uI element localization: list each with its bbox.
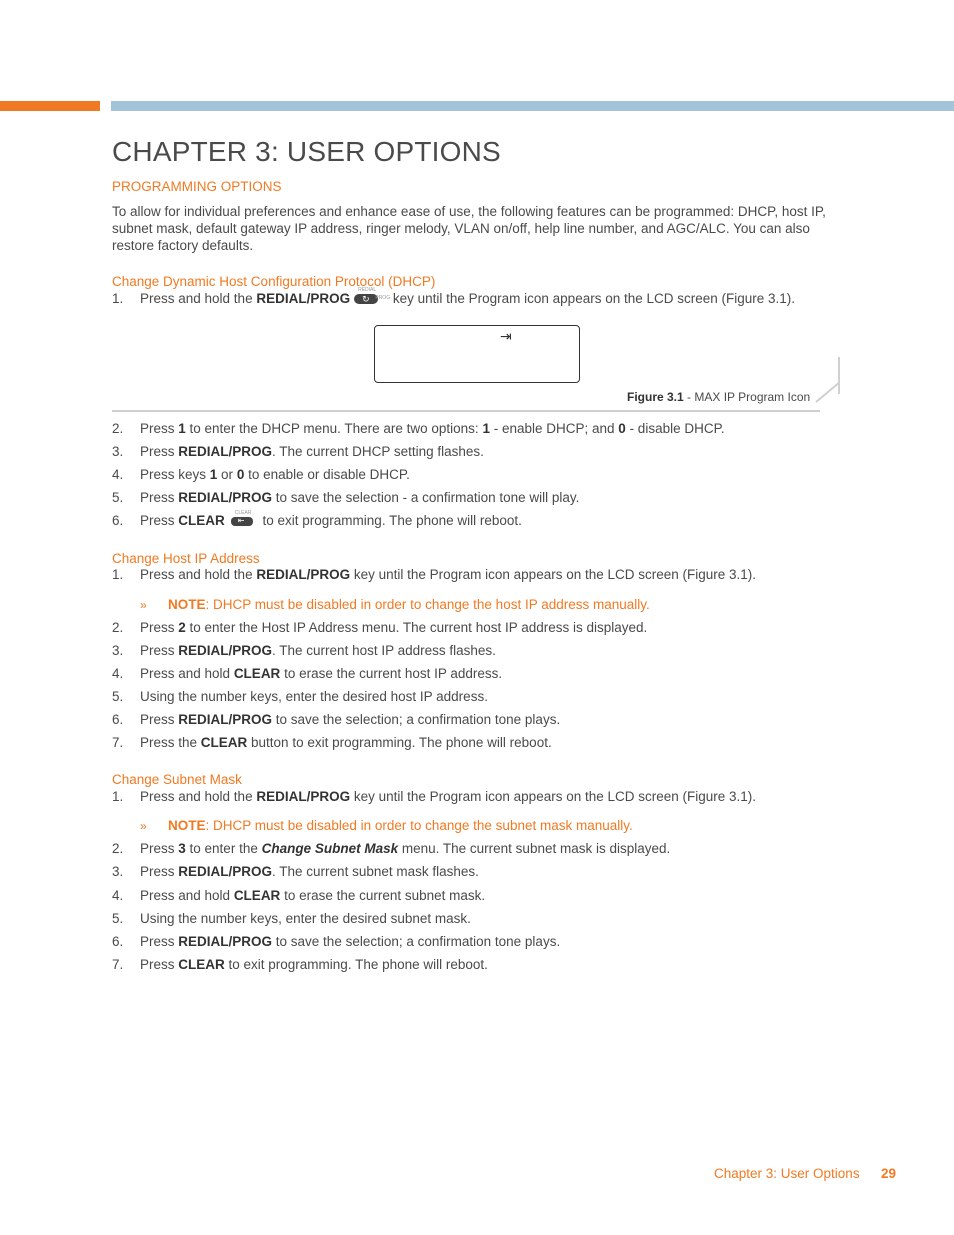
- dhcp-step-2: [112, 421, 725, 436]
- step-text: Press: [140, 934, 179, 949]
- step-text: Press: [140, 513, 179, 528]
- key-name: REDIAL/PROG: [178, 864, 273, 879]
- key-name: CLEAR: [233, 888, 281, 903]
- step-text: to exit programming. The phone will reboot.: [258, 513, 522, 528]
- step-number: 2.: [112, 421, 124, 436]
- step-text: button to exit programming. The phone will reboot.: [247, 735, 552, 750]
- hostip-heading: Change Host IP Address: [112, 551, 260, 566]
- step-text: to enter the: [185, 841, 262, 856]
- hostip-note: [140, 597, 650, 612]
- step-number: 5.: [112, 689, 124, 704]
- hostip-step-5: [112, 689, 488, 704]
- subnet-step-6: [112, 934, 560, 949]
- key-name: 0: [236, 467, 245, 482]
- key-name: CLEAR: [178, 513, 225, 528]
- subnet-heading: Change Subnet Mask: [112, 772, 242, 787]
- key-name: REDIAL/PROG: [256, 789, 351, 804]
- step-text: Press and hold the: [140, 567, 257, 582]
- subnet-step-1: [112, 789, 756, 804]
- step-text: to erase the current host IP address.: [280, 666, 503, 681]
- step-number: 6.: [112, 513, 124, 528]
- dhcp-step-4: [112, 467, 410, 482]
- step-number: 3.: [112, 643, 124, 658]
- hostip-step-1: [112, 567, 756, 582]
- program-icon: ⇥: [500, 328, 512, 344]
- key-name: REDIAL/PROG: [256, 567, 351, 582]
- subnet-note: [140, 818, 633, 833]
- step-text: Press and hold the: [140, 789, 257, 804]
- step-text: or: [217, 467, 237, 482]
- key-name: 1: [482, 421, 490, 436]
- step-text: to erase the current subnet mask.: [280, 888, 486, 903]
- step-text: to save the selection; a confirmation tone plays.: [272, 934, 561, 949]
- dhcp-heading: Change Dynamic Host Configuration Protocol (DHCP): [112, 274, 436, 289]
- step-text: Press: [140, 490, 179, 505]
- step-text: Using the number keys, enter the desired host IP address.: [140, 689, 488, 704]
- step-text: Press keys: [140, 467, 210, 482]
- redial-prog-key-icon: REDIAL ↻ PROG: [354, 294, 378, 304]
- subnet-step-3: [112, 864, 479, 879]
- step-text: - enable DHCP; and: [489, 421, 619, 436]
- note-text: : DHCP must be disabled in order to change the subnet mask manually.: [205, 818, 633, 833]
- step-text: to exit programming. The phone will reboot.: [224, 957, 488, 972]
- key-name: 0: [618, 421, 626, 436]
- step-number: 7.: [112, 735, 124, 750]
- key-name: 2: [178, 620, 186, 635]
- step-text: . The current subnet mask flashes.: [272, 864, 479, 879]
- dhcp-step-3: [112, 444, 484, 459]
- step-number: 5.: [112, 490, 124, 505]
- key-name: REDIAL/PROG: [178, 490, 273, 505]
- step-text: Press and hold: [140, 666, 234, 681]
- hostip-step-2: [112, 620, 647, 635]
- key-name: 1: [178, 421, 186, 436]
- step-number: 4.: [112, 888, 124, 903]
- subnet-step-4: [112, 888, 485, 903]
- figure-caption: [627, 390, 810, 404]
- key-icon-label: REDIAL: [358, 287, 377, 294]
- step-text: key until the Program icon appears on the LCD screen (Figure 3.1).: [389, 291, 796, 306]
- chapter-title: CHAPTER 3: USER OPTIONS: [112, 136, 501, 167]
- step-number: 1.: [112, 789, 124, 804]
- hostip-step-7: [112, 735, 552, 750]
- step-text: Press: [140, 620, 179, 635]
- step-text: Using the number keys, enter the desired subnet mask.: [140, 911, 471, 926]
- subnet-step-2: [112, 841, 670, 856]
- step-text: Press: [140, 444, 179, 459]
- key-name: REDIAL/PROG: [178, 643, 273, 658]
- key-name: REDIAL/PROG: [178, 712, 273, 727]
- key-name: 3: [178, 841, 186, 856]
- step-number: 5.: [112, 911, 124, 926]
- step-number: 2.: [112, 841, 124, 856]
- note-label: NOTE: [168, 597, 206, 612]
- step-text: . The current DHCP setting flashes.: [272, 444, 484, 459]
- step-text: key until the Program icon appears on the LCD screen (Figure 3.1).: [350, 789, 757, 804]
- figure-frame: [815, 382, 839, 403]
- key-name: CLEAR: [178, 957, 225, 972]
- step-text: Press the: [140, 735, 201, 750]
- key-name: REDIAL/PROG: [178, 934, 273, 949]
- step-text: key until the Program icon appears on the LCD screen (Figure 3.1).: [350, 567, 757, 582]
- note-label: NOTE: [168, 818, 206, 833]
- step-text: . The current host IP address flashes.: [272, 643, 496, 658]
- subnet-step-7: [112, 957, 488, 972]
- header-accent-bar: [0, 101, 100, 111]
- dhcp-step-6: [112, 509, 522, 528]
- step-text: - disable DHCP.: [625, 421, 725, 436]
- hostip-step-6: [112, 712, 560, 727]
- figure-label: Figure 3.1: [627, 390, 684, 404]
- key-name: CLEAR: [233, 666, 281, 681]
- note-marker: »: [140, 598, 147, 612]
- step-number: 3.: [112, 864, 124, 879]
- figure-frame: [838, 357, 840, 394]
- step-number: 2.: [112, 620, 124, 635]
- hostip-step-3: [112, 643, 496, 658]
- step-text: Press: [140, 712, 179, 727]
- clear-key-icon: CLEAR ⇤: [231, 517, 253, 526]
- step-text: Press: [140, 421, 179, 436]
- key-name: CLEAR: [200, 735, 248, 750]
- step-text: Press and hold the: [140, 291, 257, 306]
- step-text: to save the selection; a confirmation tone plays.: [272, 712, 561, 727]
- footer-chapter-label: Chapter 3: User Options: [714, 1166, 860, 1181]
- step-text: to enable or disable DHCP.: [244, 467, 410, 482]
- key-icon-label: CLEAR: [234, 509, 252, 516]
- step-number: 1.: [112, 291, 124, 306]
- key-name: REDIAL/PROG: [256, 291, 351, 306]
- step-number: 1.: [112, 567, 124, 582]
- step-text: Press: [140, 643, 179, 658]
- step-text: Press: [140, 841, 179, 856]
- step-number: 4.: [112, 666, 124, 681]
- step-text: Press: [140, 864, 179, 879]
- step-text: menu. The current subnet mask is displayed.: [398, 841, 671, 856]
- dhcp-step-1: [112, 287, 796, 306]
- figure-frame: [112, 410, 820, 412]
- step-number: 6.: [112, 712, 124, 727]
- section-intro: To allow for individual preferences and enhance ease of use, the following features can be programmed: DHCP, host IP, subnet mask, default gateway IP address, ringer melody, VLAN on/off, help line number, and AGC/ALC. You can also restore factory defaults.: [112, 204, 826, 253]
- section-title: PROGRAMMING OPTIONS: [112, 179, 282, 194]
- key-icon-side-label: PROG: [375, 295, 391, 302]
- header-bar: [111, 101, 954, 111]
- subnet-step-5: [112, 911, 471, 926]
- dhcp-step-5: [112, 490, 579, 505]
- key-name: REDIAL/PROG: [178, 444, 273, 459]
- hostip-step-4: [112, 666, 502, 681]
- step-number: 4.: [112, 467, 124, 482]
- note-marker: »: [140, 819, 147, 833]
- lcd-screen-figure: [374, 325, 580, 383]
- figure-caption-text: - MAX IP Program Icon: [683, 390, 811, 404]
- step-number: 7.: [112, 957, 124, 972]
- step-text: to enter the Host IP Address menu. The current host IP address is displayed.: [185, 620, 648, 635]
- page-number: 29: [881, 1166, 897, 1181]
- menu-name: Change Subnet Mask: [261, 841, 399, 856]
- key-name: 1: [209, 467, 218, 482]
- step-number: 6.: [112, 934, 124, 949]
- step-text: to enter the DHCP menu. There are two options:: [185, 421, 483, 436]
- step-text: to save the selection - a confirmation tone will play.: [272, 490, 580, 505]
- note-text: : DHCP must be disabled in order to change the host IP address manually.: [205, 597, 650, 612]
- step-text: Press and hold: [140, 888, 234, 903]
- step-text: Press: [140, 957, 179, 972]
- step-number: 3.: [112, 444, 124, 459]
